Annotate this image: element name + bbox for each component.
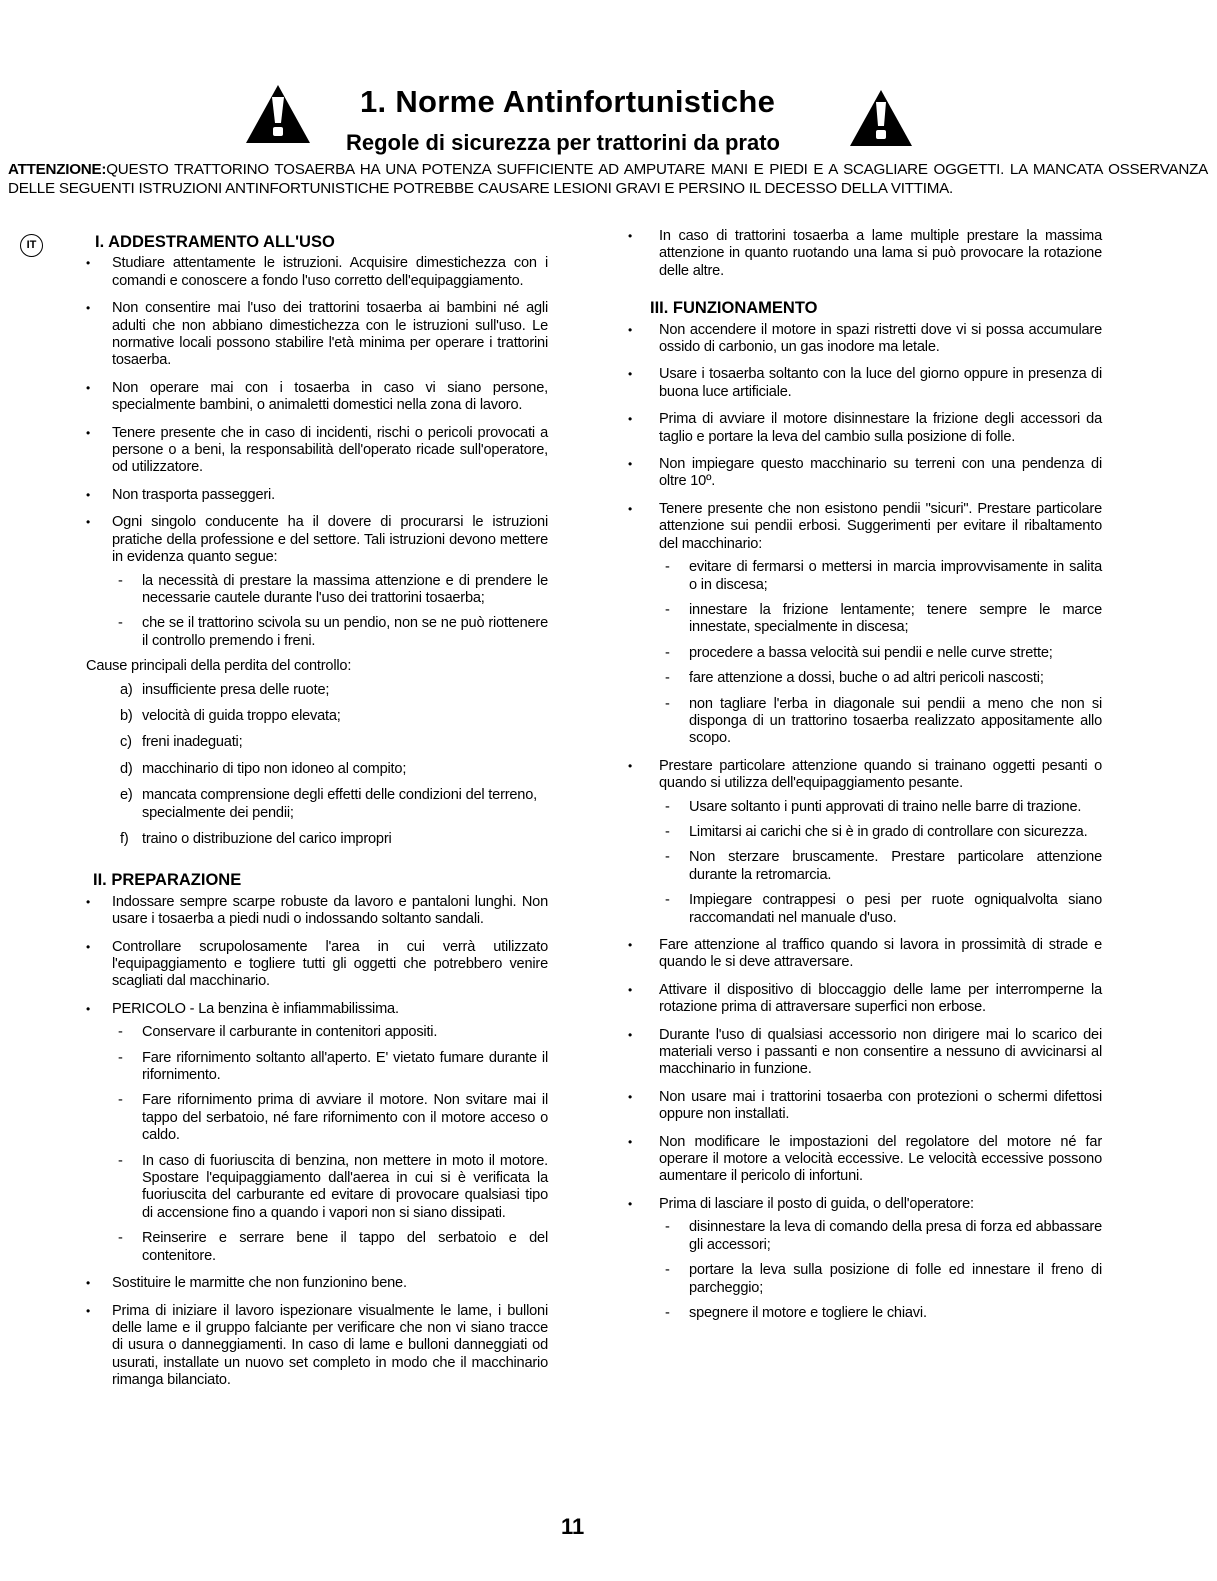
sub-list <box>112 1024 548 1265</box>
sub-list-item: - Limitarsi ai carichi che si è in grado di controllare con sicurezza. <box>659 824 1102 841</box>
list-item: • Sostituire le marmitte che non funzionino bene. <box>20 1275 548 1292</box>
preparation-list <box>20 894 548 1390</box>
language-badge: IT <box>20 234 43 257</box>
cause-item: d) macchinario di tipo non idoneo al compito; <box>120 760 407 777</box>
list-item: • Controllare scrupolosamente l'area in cui verrà utilizzato l'equipaggiamento e togliere tutti gli oggetti che potrebbero venire scagliati dal macchinario. <box>20 939 548 991</box>
sub-list-item: - innestare la frizione lentamente; tenere sempre le marce innestate, specialmente in discesa; <box>659 602 1102 637</box>
list-item <box>622 1196 1102 1322</box>
sub-list-item: - Conservare il carburante in contenitori appositi. <box>112 1024 548 1041</box>
page-subtitle: Regole di sicurezza per trattorini da prato <box>346 130 780 155</box>
preparation-list-continued <box>622 228 1102 280</box>
sub-list-item: - Fare rifornimento soltanto all'aperto. E' vietato fumare durante il rifornimento. <box>112 1050 548 1085</box>
sub-list <box>112 573 548 651</box>
operation-list <box>622 322 1102 1323</box>
list-item-text: Prestare particolare attenzione quando si trainano oggetti pesanti o quando si utilizza dell'equipaggiamento pesante. <box>659 757 1102 792</box>
sub-list-item: - disinnestare la leva di comando della presa di forza ed abbassare gli accessori; <box>659 1219 1102 1254</box>
sub-list-item: - Impiegare contrappesi o pesi per ruote ogniqualvolta siano raccomandati nel manuale d'uso. <box>659 892 1102 927</box>
sub-list-item: - procedere a bassa velocità sui pendii e nelle curve strette; <box>659 645 1102 662</box>
right-column <box>622 228 1102 1332</box>
sub-list-item: - fare attenzione a dossi, buche o ad altri pericoli nascosti; <box>659 670 1102 687</box>
section-heading-training: I. ADDESTRAMENTO ALL'USO <box>95 233 335 251</box>
causes-list <box>20 682 548 849</box>
list-item <box>622 501 1102 748</box>
list-item-text: PERICOLO - La benzina è infiammabilissima. <box>112 1000 399 1017</box>
sub-list <box>659 799 1102 927</box>
list-item <box>20 1001 548 1265</box>
list-item: • Prima di iniziare il lavoro ispezionare visualmente le lame, i bulloni delle lame e il gruppo falciante per verificare che non vi siano tracce di usura o danneggiamenti. In caso di lame e bulloni danneggiati od usurati, installate un nuovo set completo in modo che il macchinario rimanga bilanciato. <box>20 1303 548 1390</box>
list-item: • Tenere presente che in caso di incidenti, rischi o pericoli provocati a persone o a beni, la responsabilità dell'operato ricade sull'operatore, od utilizzatore. <box>20 425 548 477</box>
list-item: • Non trasporta passeggeri. <box>20 487 548 504</box>
sub-list-item: - Reinserire e serrare bene il tappo del serbatoio e del contenitore. <box>112 1230 548 1265</box>
sub-list-item: - portare la leva sulla posizione di folle ed innestare il freno di parcheggio; <box>659 1262 1102 1297</box>
list-item: • Studiare attentamente le istruzioni. Acquisire dimestichezza con i comandi e conoscere a fondo l'uso corretto dell'equipaggiamento. <box>20 255 548 290</box>
sub-list-item: - Usare soltanto i punti approvati di traino nelle barre di trazione. <box>659 799 1102 816</box>
list-item: • Attivare il dispositivo di bloccaggio delle lame per interromperne la rotazione prima di attraversare superfici non erbose. <box>622 982 1102 1017</box>
sub-list-item: - che se il trattorino scivola su un pendio, non se ne può riottenere il controllo premendo i freni. <box>112 615 548 650</box>
list-item-text: Prima di lasciare il posto di guida, o dell'operatore: <box>659 1195 974 1212</box>
sub-list-item: - Fare rifornimento prima di avviare il motore. Non svitare mai il tappo del serbatoio, né fare rifornimento con il motore acceso o caldo. <box>112 1092 548 1144</box>
sub-list-item: - Non sterzare bruscamente. Prestare particolare attenzione durante la retromarcia. <box>659 849 1102 884</box>
cause-item: b) velocità di guida troppo elevata; <box>120 707 341 724</box>
warning-body: QUESTO TRATTORINO TOSAERBA HA UNA POTENZA SUFFICIENTE AD AMPUTARE MANI E PIEDI E A SCAGLIARE OGGETTI. LA MANCATA OSSERVANZA DELLE SEGUENTI ISTRUZIONI ANTINFORTUNISTICHE POTREBBE CAUSARE LESIONI GRAVI E PERSINO IL DECESSO DELLA VITTIMA. <box>8 161 1208 197</box>
section-heading-preparation: II. PREPARAZIONE <box>93 871 242 890</box>
list-item: • Fare attenzione al traffico quando si lavora in prossimità di strade e quando le si deve attraversare. <box>622 937 1102 972</box>
page-number: 11 <box>561 1514 585 1539</box>
list-item-text: Tenere presente che non esistono pendii "sicuri". Prestare particolare attenzione sui pendii erbosi. Suggerimenti per evitare il ribaltamento del macchinario: <box>659 500 1102 552</box>
cause-item: c) freni inadeguati; <box>120 734 243 751</box>
list-item: • In caso di trattorini tosaerba a lame multiple prestare la massima attenzione in quanto ruotando una lama si può provocare la rotazione delle altre. <box>622 228 1102 280</box>
list-item: • Non modificare le impostazioni del regolatore del motore né far operare il motore a velocità eccessive. Le velocità eccessive possono aumentare il pericolo di infortuni. <box>622 1134 1102 1186</box>
sub-list-item: - In caso di fuoriuscita di benzina, non mettere in moto il motore. Spostare l'equipaggiamento dall'aerea in cui si è verificata la fuoriuscita del carburante ed evitare di provocare qualsiasi tipo di accensione fino a quando i vapori non si siano dissipati. <box>112 1153 548 1223</box>
sub-list <box>659 1219 1102 1322</box>
list-item-text: Ogni singolo conducente ha il dovere di procurarsi le istruzioni pratiche della professione e del settore. Tali istruzioni devono mettere in evidenza quanto segue: <box>112 514 548 566</box>
list-item: • Non operare mai con i tosaerba in caso vi siano persone, specialmente bambini, o animaletti domestici nella zona di lavoro. <box>20 380 548 415</box>
list-item: • Indossare sempre scarpe robuste da lavoro e pantaloni lunghi. Non usare i tosaerba a piedi nudi o indossando soltanto sandali. <box>20 894 548 929</box>
warning-lead: ATTENZIONE: <box>8 161 107 178</box>
sub-list-item: - la necessità di prestare la massima attenzione e di prendere le necessarie cautele durante l'uso dei trattorini tosaerba; <box>112 573 548 608</box>
list-item: • Non usare mai i trattorini tosaerba con protezioni o schermi difettosi oppure non installati. <box>622 1089 1102 1124</box>
list-item: • Usare i tosaerba soltanto con la luce del giorno oppure in presenza di buona luce artificiale. <box>622 366 1102 401</box>
warning-triangle-icon-right <box>848 88 914 148</box>
list-item <box>20 514 548 650</box>
list-item: • Non consentire mai l'uso dei trattorini tosaerba ai bambini né agli adulti che non abbiano dimestichezza con le istruzioni sull'uso. Le normative locali possono stabilire l'età minima per operare i trattorini tosaerba. <box>20 300 548 370</box>
list-item: • Non impiegare questo macchinario su terreni con una pendenza di oltre 10º. <box>622 456 1102 491</box>
page-title: 1. Norme Antinfortunistiche <box>360 84 776 119</box>
cause-item: e) mancata comprensione degli effetti delle condizioni del terreno, specialmente dei pendii; <box>120 787 537 821</box>
training-list <box>20 255 548 650</box>
list-item <box>622 758 1102 927</box>
list-item: • Durante l'uso di qualsiasi accessorio non dirigere mai lo scarico dei materiali verso i passanti e non consentire a nessuno di avvicinarsi al macchinario in funzione. <box>622 1027 1102 1079</box>
list-item: • Prima di avviare il motore disinnestare la frizione degli accessori da taglio e portare la leva del cambio sulla posizione di folle. <box>622 411 1102 446</box>
sub-list-item: - evitare di fermarsi o mettersi in marcia improvvisamente in salita o in discesa; <box>659 559 1102 594</box>
sub-list-item: - spegnere il motore e togliere le chiavi. <box>659 1305 1102 1322</box>
cause-item: a) insufficiente presa delle ruote; <box>120 681 330 698</box>
left-column <box>20 230 548 1400</box>
sub-list-item: - non tagliare l'erba in diagonale sui pendii a meno che non si disponga di un trattorino tosaerba realizzato appositamente allo scopo. <box>659 696 1102 748</box>
section-heading-operation: III. FUNZIONAMENTO <box>650 299 818 318</box>
causes-heading: Cause principali della perdita del controllo: <box>86 658 352 675</box>
sub-list <box>659 559 1102 748</box>
list-item: • Non accendere il motore in spazi ristretti dove vi si possa accumulare ossido di carbonio, un gas inodore ma letale. <box>622 322 1102 357</box>
warning-paragraph <box>8 160 1208 198</box>
cause-item: f) traino o distribuzione del carico impropri <box>120 830 392 847</box>
warning-triangle-icon-left <box>244 83 312 145</box>
